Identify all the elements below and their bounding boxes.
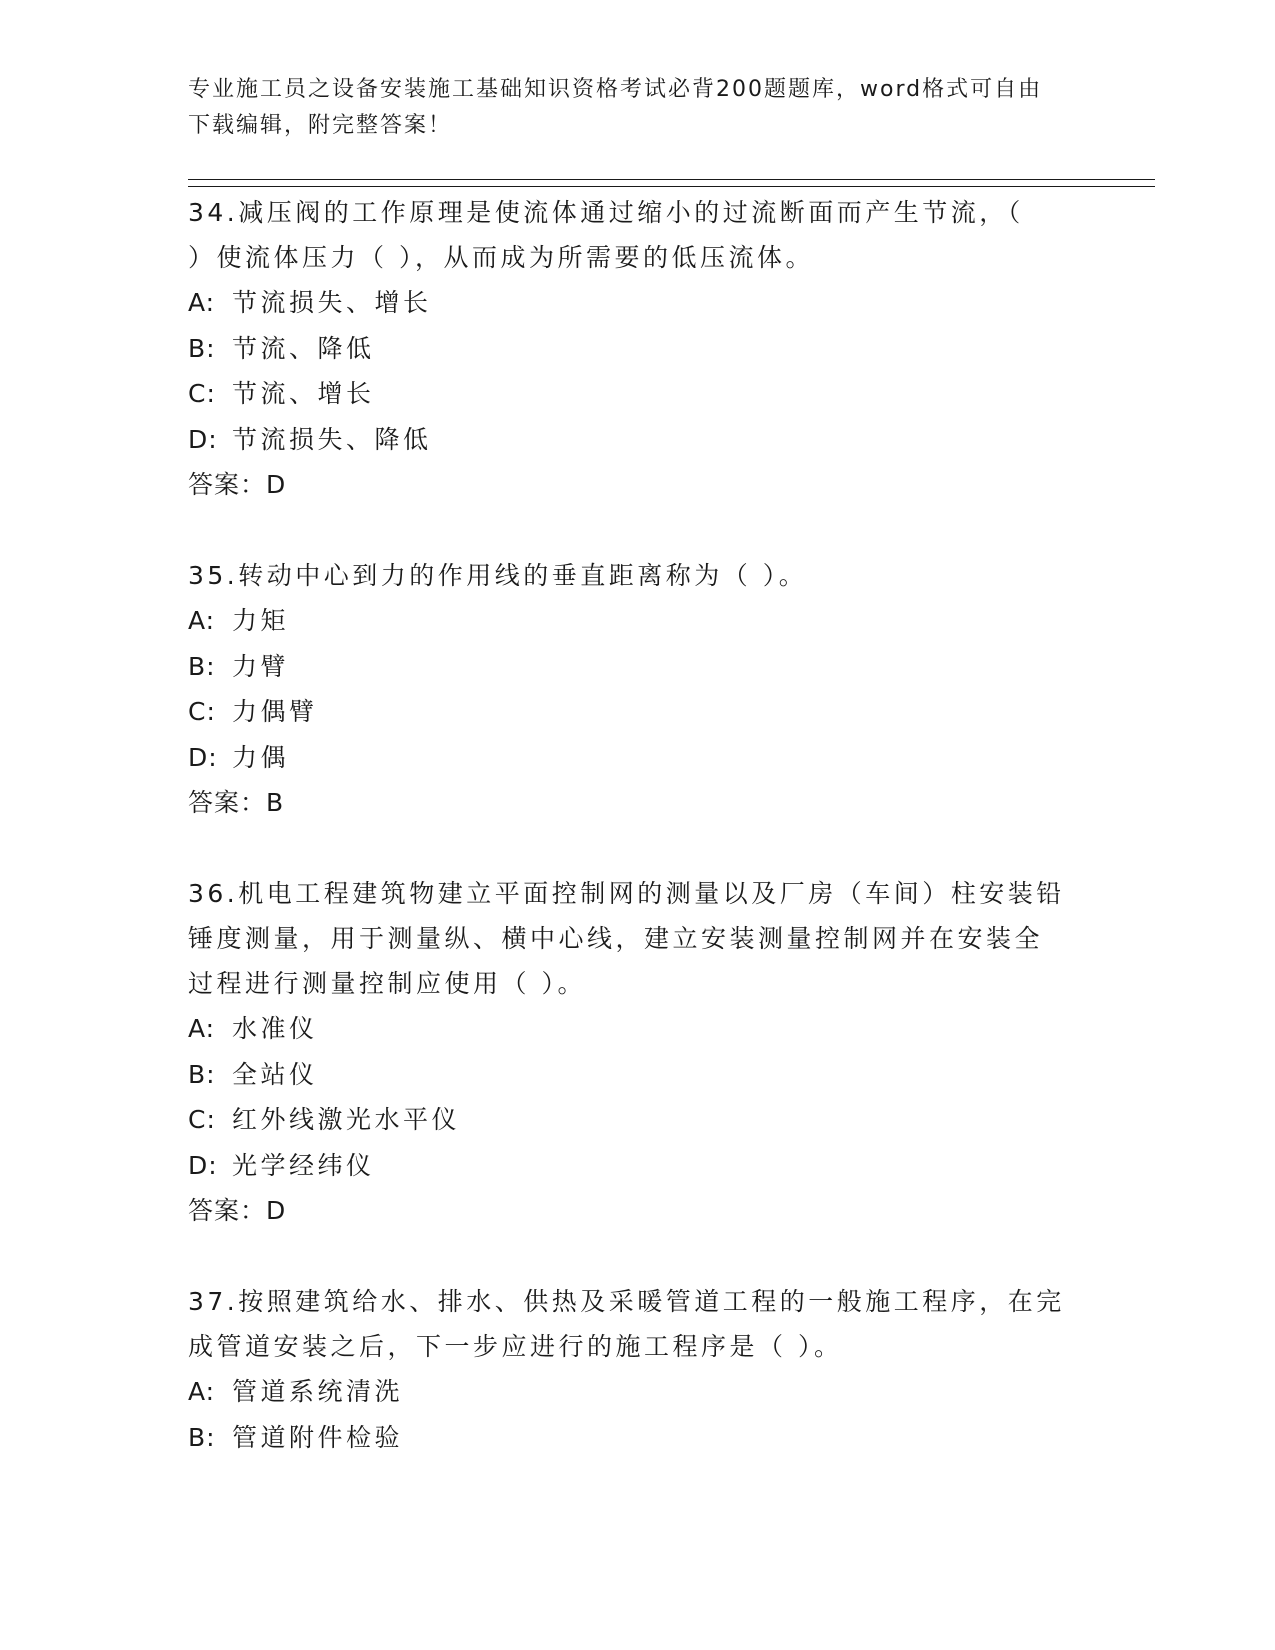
option-letter: D: <box>188 742 218 772</box>
question-stem <box>188 190 1088 280</box>
option-b <box>188 1052 1148 1098</box>
option-letter: B: <box>188 333 216 363</box>
option-letter: A: <box>188 1014 216 1043</box>
option-text: 管道系统清洗 <box>232 1377 404 1406</box>
option-letter: C: <box>188 1105 216 1134</box>
option-text: 管道附件检验 <box>232 1422 404 1452</box>
option-text: 力矩 <box>232 606 290 635</box>
option-b <box>188 326 1148 372</box>
question-35 <box>188 553 1148 825</box>
option-d <box>188 417 1148 463</box>
option-c <box>188 371 1148 417</box>
question-stem <box>188 871 1088 1006</box>
option-letter: B: <box>188 1059 216 1089</box>
option-a <box>188 598 1148 644</box>
question-stem-line: 过程进行测量控制应使用（ ）。 <box>188 969 586 998</box>
option-b <box>188 1415 1148 1461</box>
question-stem <box>188 1279 1088 1369</box>
option-letter: D: <box>188 1150 218 1180</box>
option-text: 节流损失、增长 <box>232 288 432 317</box>
question-stem-line: 36.机电工程建筑物建立平面控制网的测量以及厂房（车间）柱安装铅 <box>188 879 1065 908</box>
option-text: 力偶 <box>232 742 290 772</box>
option-letter: A: <box>188 1377 216 1406</box>
option-text: 水准仪 <box>232 1014 318 1043</box>
header-line-2: 下载编辑，附完整答案！ <box>188 113 453 138</box>
option-c <box>188 1097 1148 1143</box>
option-c <box>188 689 1148 735</box>
answer-line: 答案：D <box>188 1196 287 1225</box>
question-34 <box>188 190 1148 507</box>
option-letter: C: <box>188 379 216 408</box>
answer-line: 答案：D <box>188 470 287 499</box>
option-a <box>188 1369 1148 1415</box>
option-letter: D: <box>188 424 218 454</box>
option-d <box>188 735 1148 781</box>
question-36 <box>188 871 1148 1233</box>
option-text: 光学经纬仪 <box>232 1150 375 1180</box>
answer-line: 答案：B <box>188 788 285 817</box>
question-list <box>188 190 1148 1506</box>
header-double-rule <box>188 179 1155 187</box>
option-a <box>188 1006 1148 1052</box>
option-text: 节流损失、降低 <box>232 424 432 454</box>
option-letter: C: <box>188 697 216 726</box>
question-stem-line: 35.转动中心到力的作用线的垂直距离称为（ ）。 <box>188 561 808 590</box>
option-text: 全站仪 <box>232 1059 318 1089</box>
option-text: 力偶臂 <box>232 697 318 726</box>
question-stem <box>188 553 1088 598</box>
option-text: 节流、增长 <box>232 379 375 408</box>
option-letter: B: <box>188 1422 216 1452</box>
document-header <box>188 72 1068 144</box>
option-text: 节流、降低 <box>232 333 375 363</box>
question-stem-line: 37.按照建筑给水、排水、供热及采暖管道工程的一般施工程序，在完 <box>188 1287 1065 1316</box>
option-letter: B: <box>188 651 216 681</box>
question-stem-line: ）使流体压力（ ），从而成为所需要的低压流体。 <box>188 243 814 272</box>
question-stem-line: 锤度测量，用于测量纵、横中心线，建立安装测量控制网并在安装全 <box>188 924 1044 953</box>
question-stem-line: 成管道安装之后，下一步应进行的施工程序是（ ）。 <box>188 1332 843 1361</box>
question-37 <box>188 1279 1148 1460</box>
option-a <box>188 280 1148 326</box>
header-line-1: 专业施工员之设备安装施工基础知识资格考试必背200题题库，word格式可自由 <box>188 77 1043 102</box>
option-text: 红外线激光水平仪 <box>232 1105 461 1134</box>
option-letter: A: <box>188 288 216 317</box>
option-b <box>188 644 1148 690</box>
option-text: 力臂 <box>232 651 290 681</box>
option-d <box>188 1143 1148 1189</box>
option-letter: A: <box>188 606 216 635</box>
question-stem-line: 34.减压阀的工作原理是使流体通过缩小的过流断面而产生节流，（ <box>188 198 1024 227</box>
